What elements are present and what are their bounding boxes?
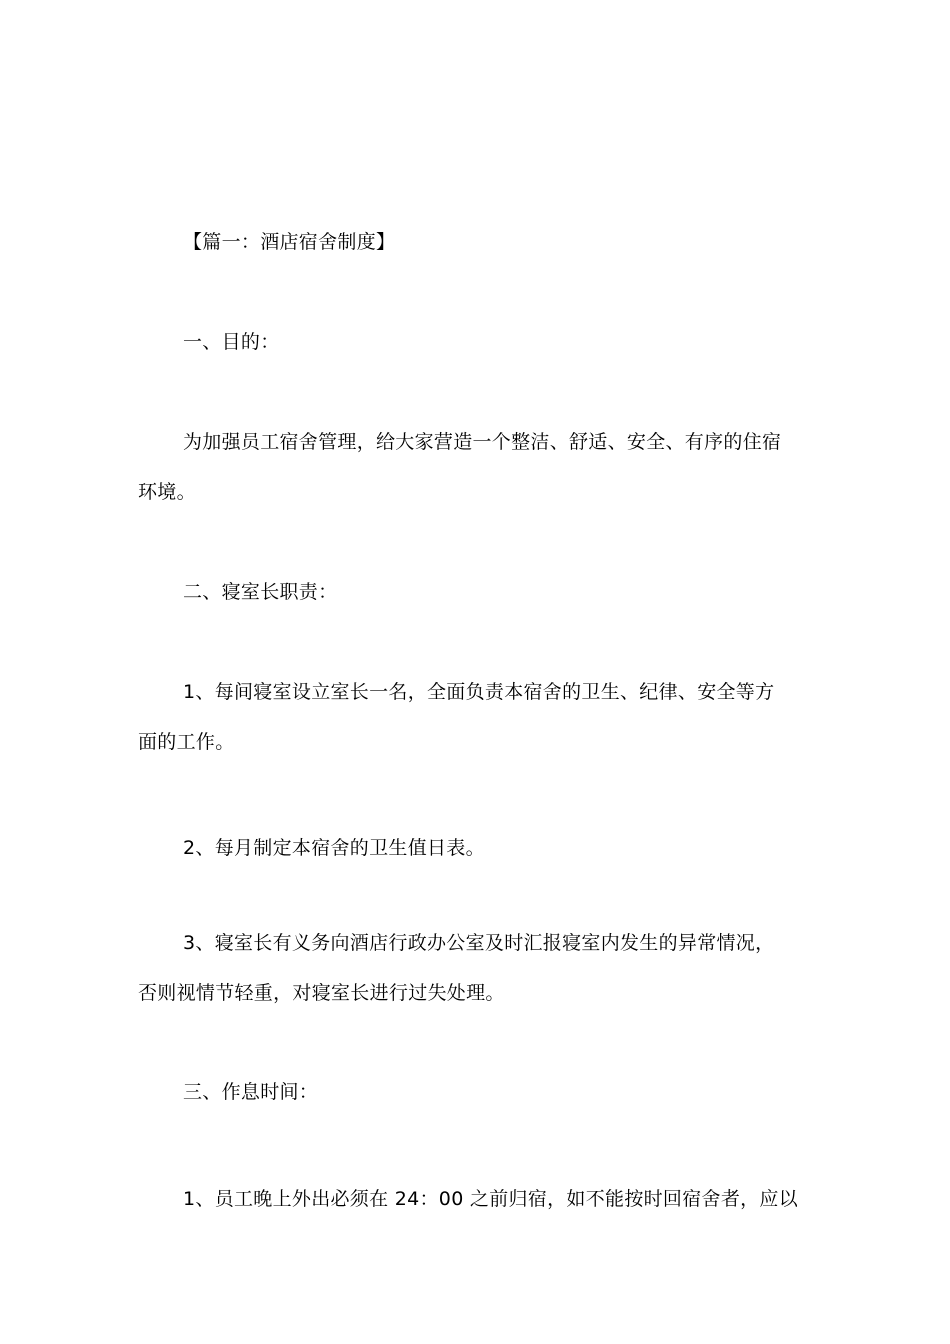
paragraph-line: 1、员工晚上外出必须在 24：00 之前归宿，如不能按时回宿舍者，应以 <box>183 1188 799 1210</box>
paragraph-line: 3、寝室长有义务向酒店行政办公室及时汇报寝室内发生的异常情况， <box>183 932 775 954</box>
paragraph-line: 1、每间寝室设立室长一名，全面负责本宿舍的卫生、纪律、安全等方 <box>183 681 775 703</box>
paragraph-line: 2、每月制定本宿舍的卫生值日表。 <box>183 837 485 859</box>
paragraph-line: 否则视情节轻重，对寝室长进行过失处理。 <box>138 982 505 1004</box>
section-heading-purpose: 一、目的： <box>183 331 280 353</box>
section-heading-duties: 二、寝室长职责： <box>183 581 338 603</box>
paragraph-line: 面的工作。 <box>138 731 235 753</box>
document-title: 【篇一：酒店宿舍制度】 <box>183 231 396 253</box>
paragraph-line: 为加强员工宿舍管理，给大家营造一个整洁、舒适、安全、有序的住宿 <box>183 431 782 453</box>
section-heading-schedule: 三、作息时间： <box>183 1081 319 1103</box>
paragraph-line: 环境。 <box>138 481 196 503</box>
